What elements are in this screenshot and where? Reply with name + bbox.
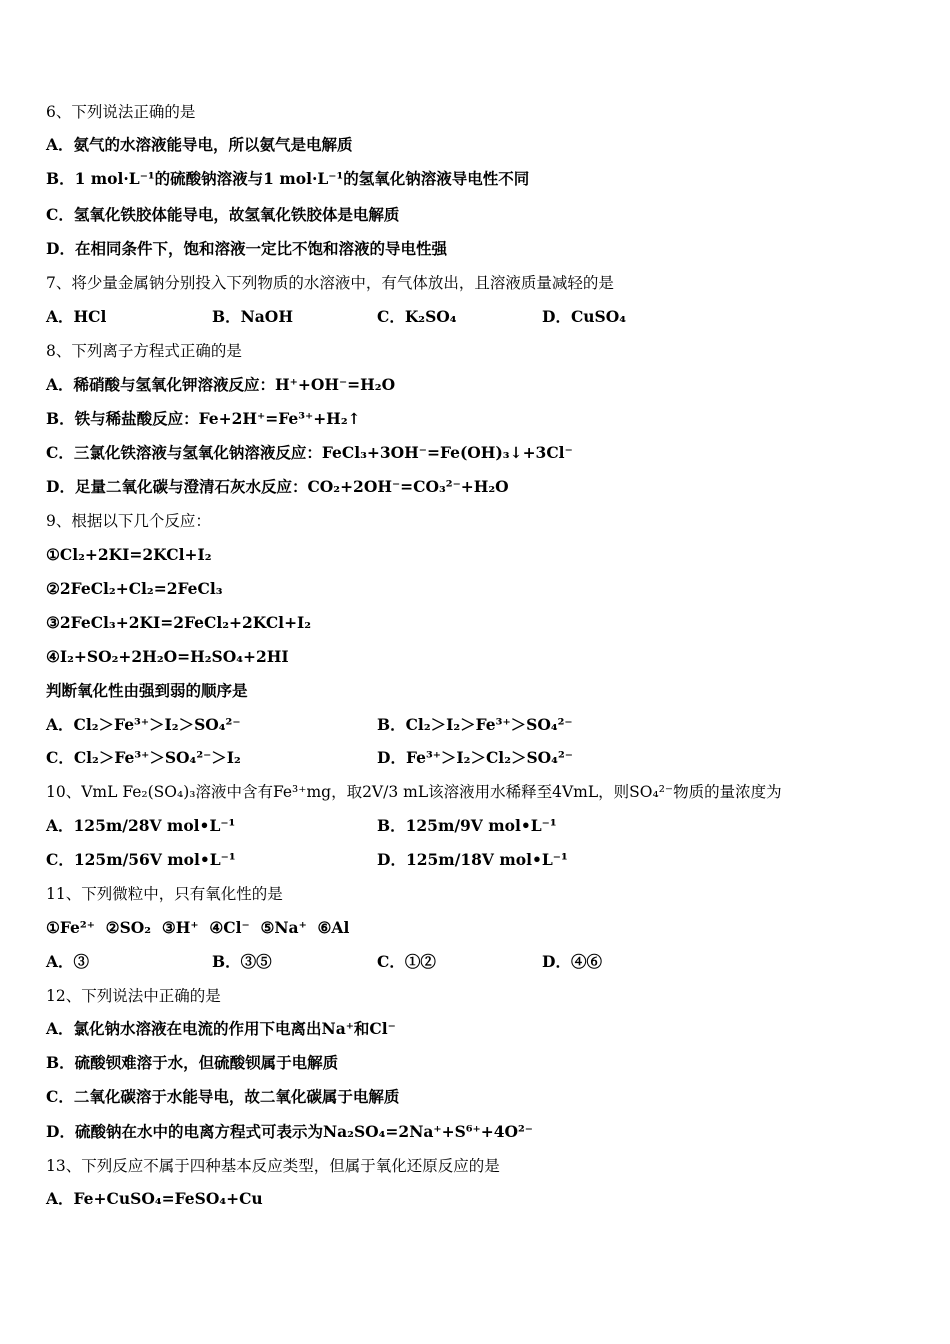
question-12-stem: 12、下列说法中正确的是 bbox=[46, 987, 221, 1005]
question-8-stem: 8、下列离子方程式正确的是 bbox=[46, 342, 242, 360]
question-9-reaction-2: ②2FeCl₂+Cl₂=2FeCl₃ bbox=[46, 579, 223, 598]
question-7-option-b: B．NaOH bbox=[212, 307, 293, 326]
question-9-option-a: A．Cl₂＞Fe³⁺＞I₂＞SO₄²⁻ bbox=[46, 715, 241, 734]
question-11-option-a: A．③ bbox=[46, 952, 90, 971]
question-7-options bbox=[46, 305, 910, 329]
question-9-stem: 9、根据以下几个反应： bbox=[46, 512, 211, 530]
question-11-particles: ①Fe²⁺ ②SO₂ ③H⁺ ④Cl⁻ ⑤Na⁺ ⑥Al bbox=[46, 918, 350, 937]
question-10-stem: 10、VmL Fe₂(SO₄)₃溶液中含有Fe³⁺mg，取2V/3 mL该溶液用水稀释至4VmL，则SO₄²⁻物质的量浓度为 bbox=[46, 783, 782, 801]
question-11-option-b: B．③⑤ bbox=[212, 952, 272, 971]
question-10-option-b: B．125m/9V mol•L⁻¹ bbox=[377, 816, 557, 835]
question-11-options bbox=[46, 950, 910, 974]
question-8-option-d: D．足量二氧化碳与澄清石灰水反应：CO₂+2OH⁻=CO₃²⁻+H₂O bbox=[46, 477, 509, 496]
question-9-reaction-1: ①Cl₂+2KI=2KCl+I₂ bbox=[46, 545, 212, 564]
question-9-options-row-1 bbox=[46, 713, 910, 737]
question-6-option-c: C．氢氧化铁胶体能导电，故氢氧化铁胶体是电解质 bbox=[46, 205, 400, 224]
question-9-option-b: B．Cl₂＞I₂＞Fe³⁺＞SO₄²⁻ bbox=[377, 715, 573, 734]
question-7-stem: 7、将少量金属钠分别投入下列物质的水溶液中，有气体放出，且溶液质量减轻的是 bbox=[46, 274, 614, 292]
question-11-stem: 11、下列微粒中，只有氧化性的是 bbox=[46, 885, 283, 903]
question-8-option-b: B．铁与稀盐酸反应：Fe+2H⁺=Fe³⁺+H₂↑ bbox=[46, 409, 361, 428]
question-12-option-c: C．二氧化碳溶于水能导电，故二氧化碳属于电解质 bbox=[46, 1087, 400, 1106]
question-13-stem: 13、下列反应不属于四种基本反应类型，但属于氧化还原反应的是 bbox=[46, 1157, 500, 1175]
question-10-options-row-2 bbox=[46, 848, 910, 872]
question-9-reaction-3: ③2FeCl₃+2KI=2FeCl₂+2KCl+I₂ bbox=[46, 613, 312, 632]
question-9-option-d: D．Fe³⁺＞I₂＞Cl₂＞SO₄²⁻ bbox=[377, 748, 573, 767]
question-9-option-c: C．Cl₂＞Fe³⁺＞SO₄²⁻＞I₂ bbox=[46, 748, 241, 767]
question-6-option-b: B．1 mol·L⁻¹的硫酸钠溶液与1 mol·L⁻¹的氢氧化钠溶液导电性不同 bbox=[46, 169, 530, 188]
question-6-option-a: A．氨气的水溶液能导电，所以氨气是电解质 bbox=[46, 135, 353, 154]
question-8-option-a: A．稀硝酸与氢氧化钾溶液反应：H⁺+OH⁻=H₂O bbox=[46, 375, 396, 394]
question-10-option-c: C．125m/56V mol•L⁻¹ bbox=[46, 850, 236, 869]
question-10-option-d: D．125m/18V mol•L⁻¹ bbox=[377, 850, 568, 869]
question-7-option-a: A．HCl bbox=[46, 307, 107, 326]
question-10-option-a: A．125m/28V mol•L⁻¹ bbox=[46, 816, 236, 835]
question-11-option-c: C．①② bbox=[377, 952, 436, 971]
question-12-option-b: B．硫酸钡难溶于水，但硫酸钡属于电解质 bbox=[46, 1053, 339, 1072]
question-6-option-d: D．在相同条件下，饱和溶液一定比不饱和溶液的导电性强 bbox=[46, 239, 447, 258]
question-9-prompt: 判断氧化性由强到弱的顺序是 bbox=[46, 681, 248, 700]
question-9-options-row-2 bbox=[46, 746, 910, 770]
question-7-option-c: C．K₂SO₄ bbox=[377, 307, 457, 326]
question-12-option-d: D．硫酸钠在水中的电离方程式可表示为Na₂SO₄=2Na⁺+S⁶⁺+4O²⁻ bbox=[46, 1122, 533, 1141]
question-11-option-d: D．④⑥ bbox=[542, 952, 602, 971]
question-7-option-d: D．CuSO₄ bbox=[542, 307, 627, 326]
question-10-options-row-1 bbox=[46, 814, 910, 838]
question-12-option-a: A．氯化钠水溶液在电流的作用下电离出Na⁺和Cl⁻ bbox=[46, 1019, 396, 1038]
question-9-reaction-4: ④I₂+SO₂+2H₂O=H₂SO₄+2HI bbox=[46, 647, 289, 666]
question-8-option-c: C．三氯化铁溶液与氢氧化钠溶液反应：FeCl₃+3OH⁻=Fe(OH)₃↓+3Cl⁻ bbox=[46, 443, 573, 462]
question-6-stem: 6、下列说法正确的是 bbox=[46, 103, 196, 121]
question-13-option-a: A．Fe+CuSO₄=FeSO₄+Cu bbox=[46, 1189, 263, 1208]
